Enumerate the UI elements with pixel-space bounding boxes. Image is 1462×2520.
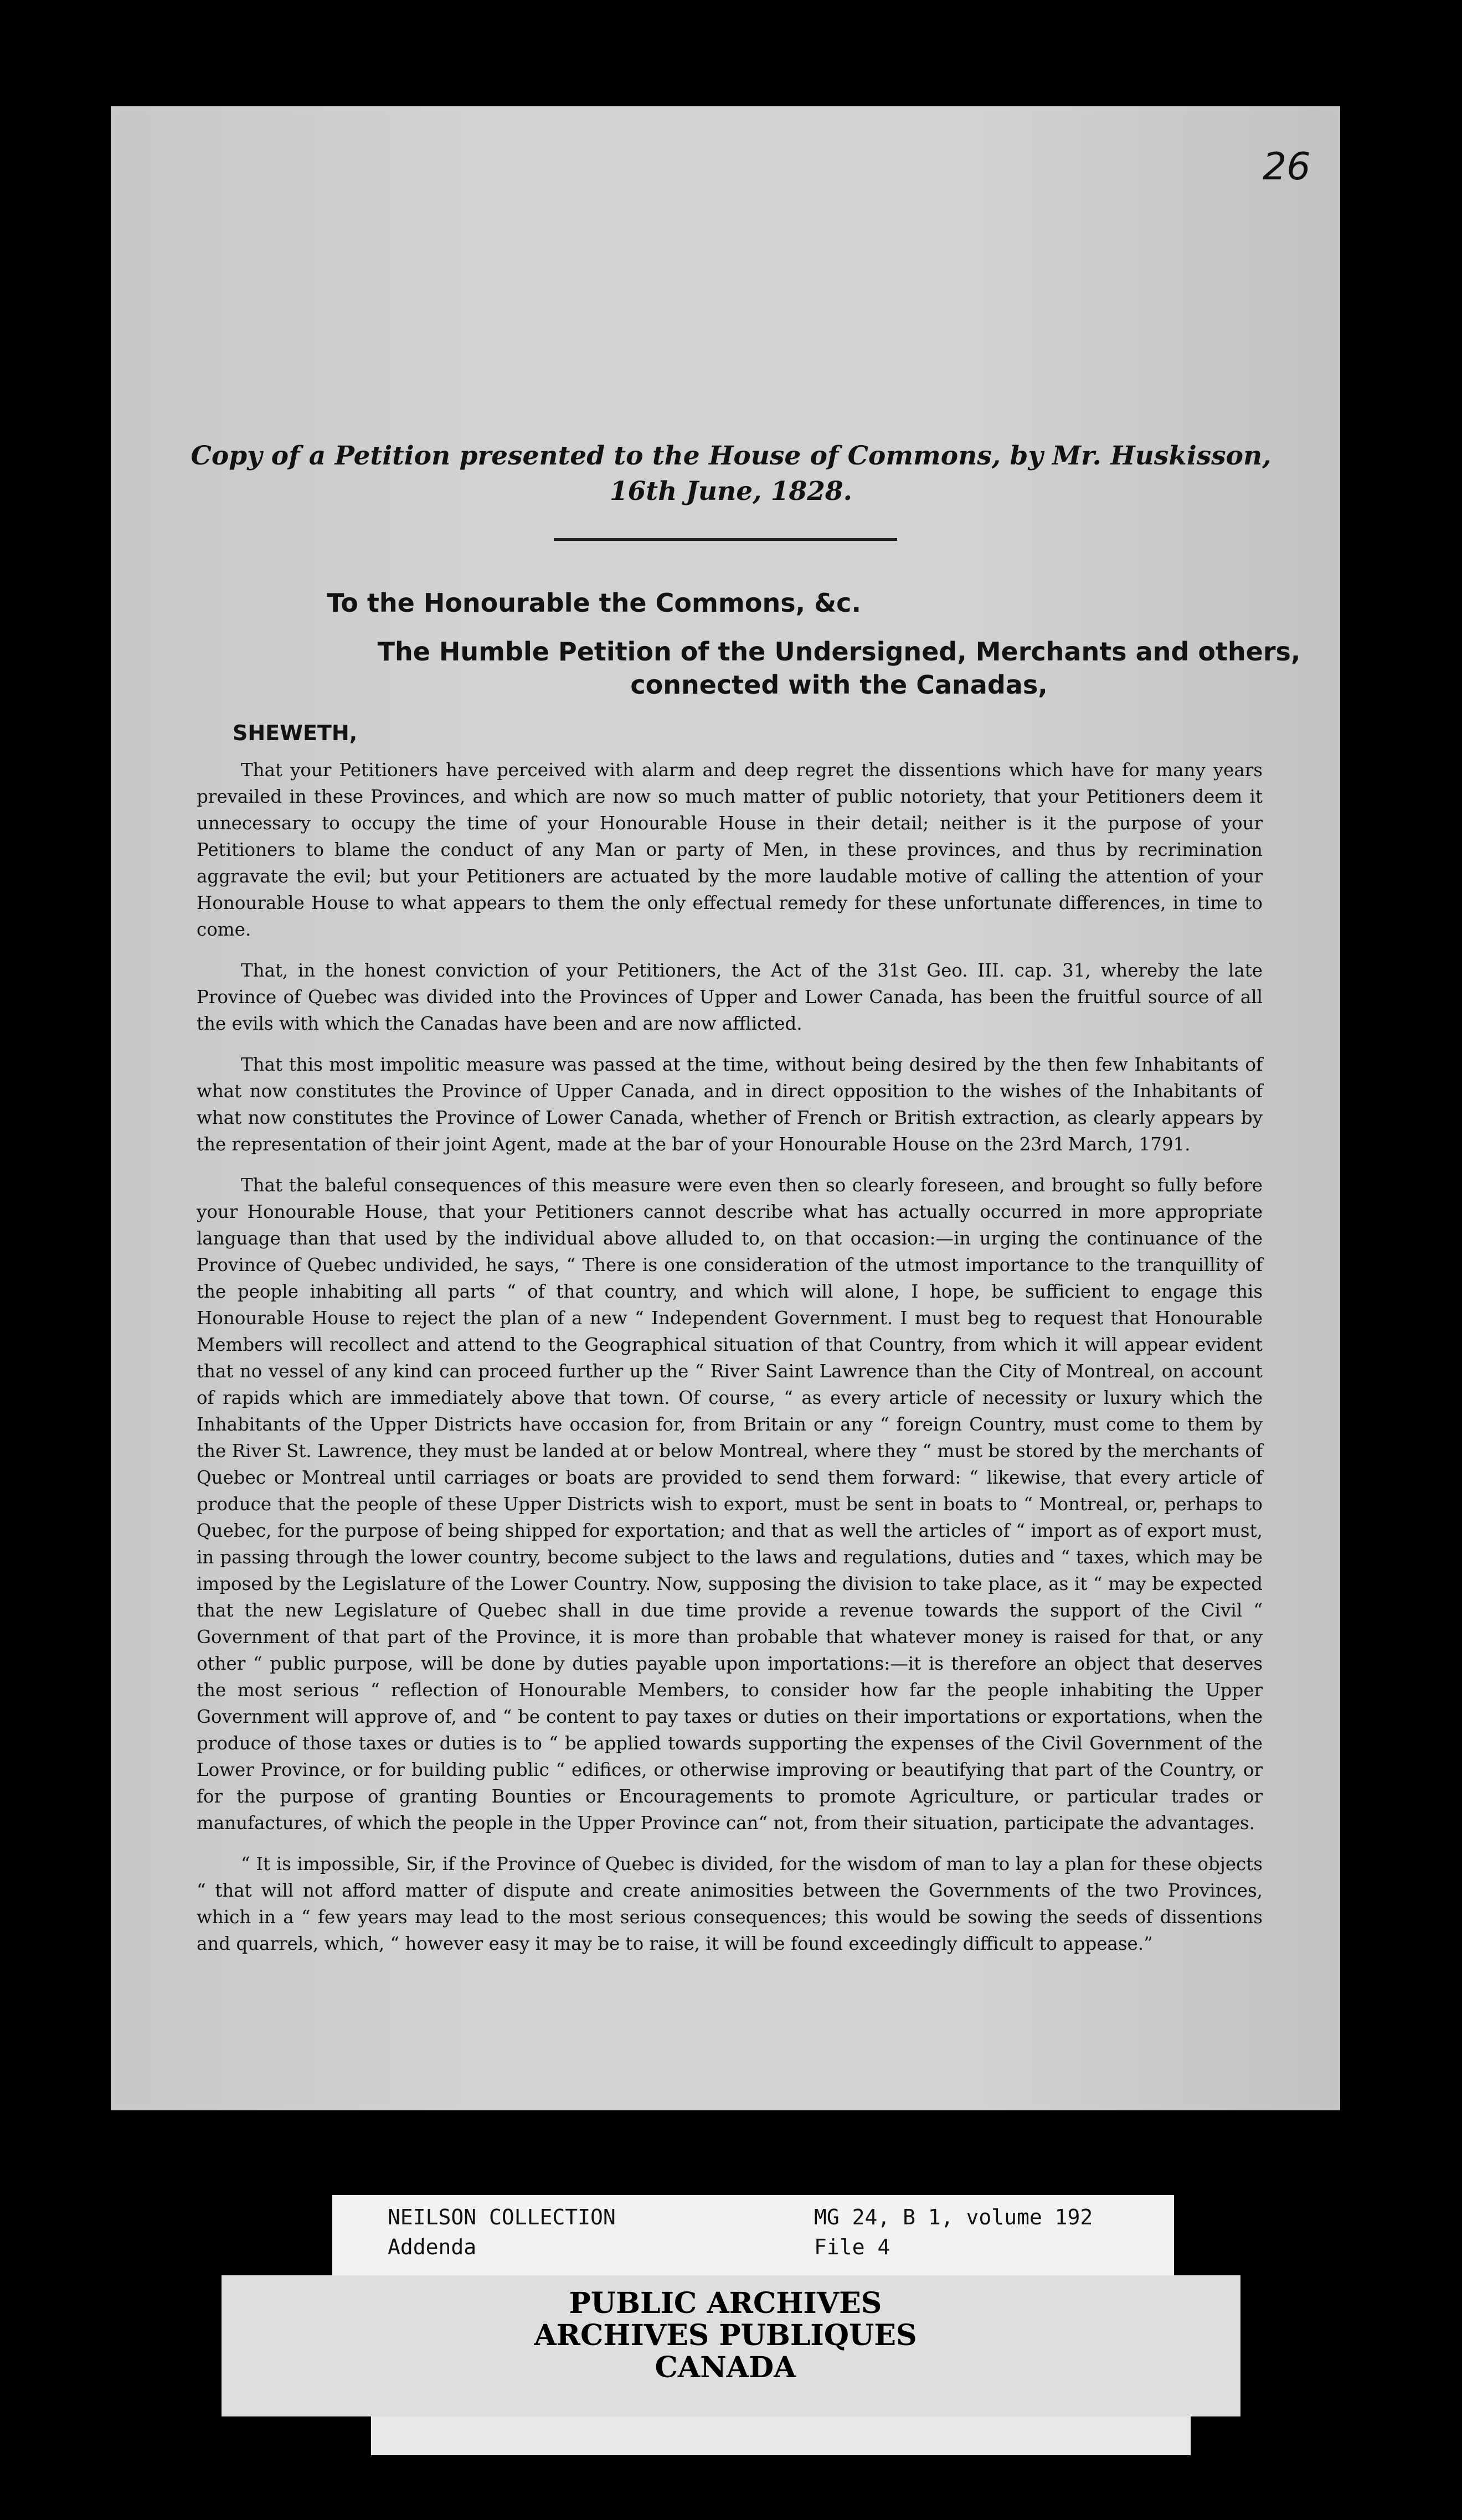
title-line-1: Copy of a Petition presented to the House of Commons, by Mr. Huskisson, bbox=[191, 441, 1271, 471]
document-title bbox=[177, 438, 1285, 509]
paragraph: That the baleful consequences of this measure were even then so clearly foreseen, and brought so fully before your Honourable House, that your Petitioners cannot describe what has actually occurred in more appropriate language than that used by the individual above alluded to, on that occasion:—in urging the continuance of the Province of Quebec undivided, he says, “ There is one consideration of the utmost importance to the tranquillity of the people inhabiting all parts “ of that country, and which will alone, I hope, be sufficient to engage this Honourable House to reject the plan of a new “ Independent Government. I must beg to request that Honourable Members will recollect and attend to the Geographical situation of that Country, from which it will appear evident that no vessel of any kind can proceed further up the “ River Saint Lawrence than the City of Montreal, on account of rapids which are immediately above that town. Of course, “ as every article of necessity or luxury which the Inhabitants of the Upper Districts have occasion for, from Britain or any “ foreign Country, must come to them by the River St. Lawrence, they must be landed at or below Montreal, where they “ must be stored by the merchants of Quebec or Montreal until carriages or boats are provided to send them forward: “ likewise, that every article of produce that the people of these Upper Districts wish to export, must be sent in boats to “ Montreal, or, perhaps to Quebec, for the purpose of being shipped for exportation; and that as well the articles of “ import as of export must, in passing through the lower country, become subject to the laws and regulations, duties and “ taxes, which may be imposed by the Legislature of the Lower Country. Now, supposing the division to take place, as it “ may be expected that the new Legislature of Quebec shall in due time provide a revenue towards the support of the Civil “ Government of that part of the Province, it is more than probable that whatever money is raised for that, or any other “ public purpose, will be done by duties payable upon importations:—it is therefore an object that deserves the most serious “ reflection of Honourable Members, to consider how far the people inhabiting the Upper Government will approve of, and “ be content to pay taxes or duties on their importations or exportations, when the produce of those taxes or duties is to “ be applied towards supporting the expenses of the Civil Government of the Lower Province, or for building public “ edifices, or otherwise improving or beautifying that part of the Country, or for the purpose of granting Bounties or Encouragements to promote Agriculture, or particular trades or manufactures, of which the people in the Upper Province can“ not, from their situation, participate the advantages. bbox=[197, 1175, 1263, 1834]
paragraph: That this most impolitic measure was passed at the time, without being desired by the then few Inhabitants of what now constitutes the Province of Upper Canada, and in direct opposition to the wishes of the Inhabitants of what now constitutes the Province of Lower Canada, whether of French or British extraction, as clearly appears by the representation of their joint Agent, made at the bar of your Honourable House on the 23rd March, 1791. bbox=[197, 1054, 1263, 1155]
sheweth-heading: SHEWETH, bbox=[233, 721, 358, 745]
title-divider bbox=[554, 538, 897, 541]
petition-heading: The Humble Petition of the Undersigned, Merchants and others, connected with the Canadas, bbox=[377, 637, 1301, 700]
archive-reference: MG 24, B 1, volume 192 bbox=[814, 2205, 1093, 2229]
archive-reference-label bbox=[332, 2195, 1174, 2277]
archive-stamp bbox=[222, 2275, 1240, 2416]
salutation: To the Honourable the Commons, &c. bbox=[327, 588, 861, 618]
page-number: 26 bbox=[1263, 145, 1311, 189]
stamp-line-2: ARCHIVES PUBLIQUES bbox=[534, 2318, 917, 2352]
petition-body bbox=[197, 757, 1263, 1971]
paragraph: “ It is impossible, Sir, if the Province of Quebec is divided, for the wisdom of man to lay a plan for these objects “ that will not afford matter of dispute and create animosities between the Governments of the two Provinces, which in a “ few years may lead to the most serious consequences; this would be sowing the seeds of dissentions and quarrels, which, “ however easy it may be to raise, it will be found exceedingly difficult to appease.” bbox=[197, 1853, 1263, 1954]
paragraph: That, in the honest conviction of your Petitioners, the Act of the 31st Geo. III. cap. 31, whereby the late Province of Quebec was divided into the Provinces of Upper and Lower Canada, has been the fruitful source of all the evils with which the Canadas have been and are now afflicted. bbox=[197, 960, 1263, 1034]
document-page bbox=[111, 106, 1340, 2110]
archive-file: File 4 bbox=[814, 2235, 890, 2259]
collection-addenda: Addenda bbox=[388, 2235, 477, 2259]
label-strip bbox=[371, 2416, 1191, 2455]
collection-name: NEILSON COLLECTION bbox=[388, 2205, 616, 2229]
title-line-2: 16th June, 1828. bbox=[609, 476, 853, 507]
archive-stamp-text bbox=[377, 2275, 1074, 2416]
stamp-line-1: PUBLIC ARCHIVES bbox=[569, 2286, 882, 2320]
stamp-line-3: CANADA bbox=[655, 2351, 796, 2384]
paragraph: That your Petitioners have perceived with alarm and deep regret the dissentions which have for many years prevailed in these Provinces, and which are now so much matter of public notoriety, that your Petitioners deem it unnecessary to occupy the time of your Honourable House in their detail; neither is it the purpose of your Petitioners to blame the conduct of any Man or party of Men, in these provinces, and thus by recrimination aggravate the evil; but your Petitioners are actuated by the more laudable motive of calling the attention of your Honourable House to what appears to them the only effectual remedy for these unfortunate differences, in time to come. bbox=[197, 760, 1263, 940]
